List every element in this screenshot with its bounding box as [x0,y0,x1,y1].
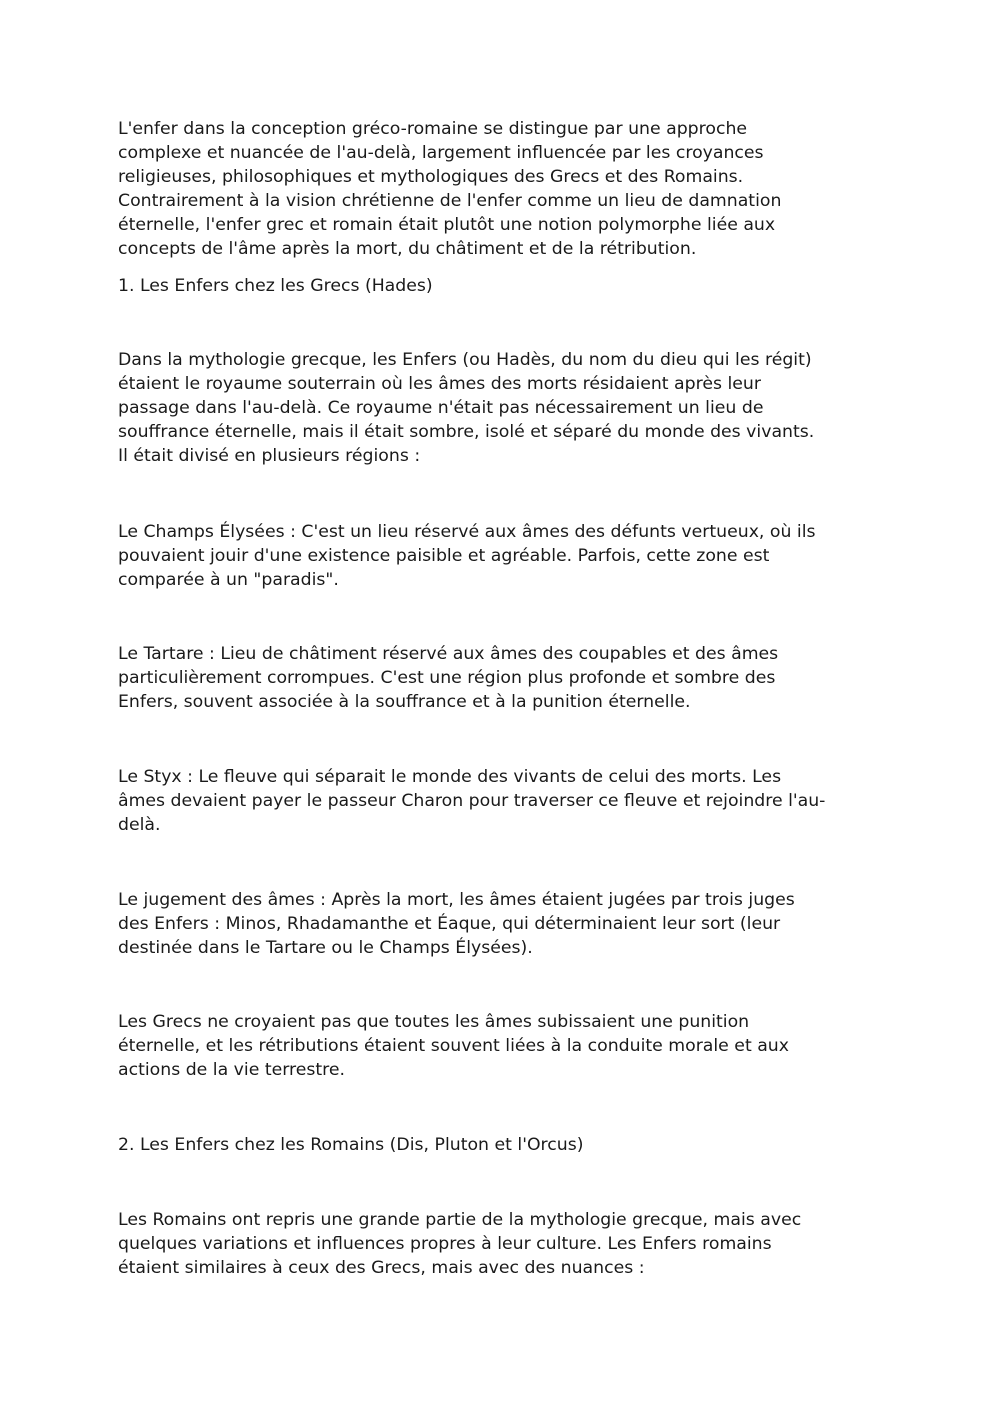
grecs-conclusion-paragraph: Les Grecs ne croyaient pas que toutes les âmes subissaient une punition éternelle, et les rétributions étaient souvent liées à la conduite morale et aux actions de la vie terrestre. [118,1012,789,1080]
section-1-heading: 1. Les Enfers chez les Grecs (Hades) [118,276,433,296]
styx-paragraph: Le Styx : Le fleuve qui séparait le monde des vivants de celui des morts. Les âmes devaient payer le passeur Charon pour traverser ce fleuve et rejoindre l'au- delà. [118,767,826,835]
intro-paragraph: L'enfer dans la conception gréco-romaine se distingue par une approche complexe et nuancée de l'au-delà, largement influencée par les croyances religieuses, philosophiques et mythologiques des Grecs et des Romains. Contrairement à la vision chrétienne de l'enfer comme un lieu de damnation éternelle, l'enfer grec et romain était plutôt une notion polymorphe liée aux concepts de l'âme après la mort, du châtiment et de la rétribution. [118,119,782,259]
section-2-heading: 2. Les Enfers chez les Romains (Dis, Pluton et l'Orcus) [118,1135,584,1155]
section-1-intro-paragraph: Dans la mythologie grecque, les Enfers (ou Hadès, du nom du dieu qui les régit) étaient le royaume souterrain où les âmes des morts résidaient après leur passage dans l'au-delà. Ce royaume n'était pas nécessairement un lieu de souffrance éternelle, mais il était sombre, isolé et séparé du monde des vivants. Il était divisé en plusieurs régions : [118,350,815,466]
champs-elysees-paragraph: Le Champs Élysées : C'est un lieu réservé aux âmes des défunts vertueux, où ils pouvaient jouir d'une existence paisible et agréable. Parfois, cette zone est comparée à un "paradis". [118,522,816,590]
jugement-paragraph: Le jugement des âmes : Après la mort, les âmes étaient jugées par trois juges des Enfers : Minos, Rhadamanthe et Éaque, qui déterminaient leur sort (leur destinée dans le Tartare ou le Champs Élysées). [118,890,795,958]
tartare-paragraph: Le Tartare : Lieu de châtiment réservé aux âmes des coupables et des âmes particulièrement corrompues. C'est une région plus profonde et sombre des Enfers, souvent associée à la souffrance et à la punition éternelle. [118,644,779,712]
section-2-intro-paragraph: Les Romains ont repris une grande partie de la mythologie grecque, mais avec quelques variations et influences propres à leur culture. Les Enfers romains étaient similaires à ceux des Grecs, mais avec des nuances : [118,1210,802,1278]
